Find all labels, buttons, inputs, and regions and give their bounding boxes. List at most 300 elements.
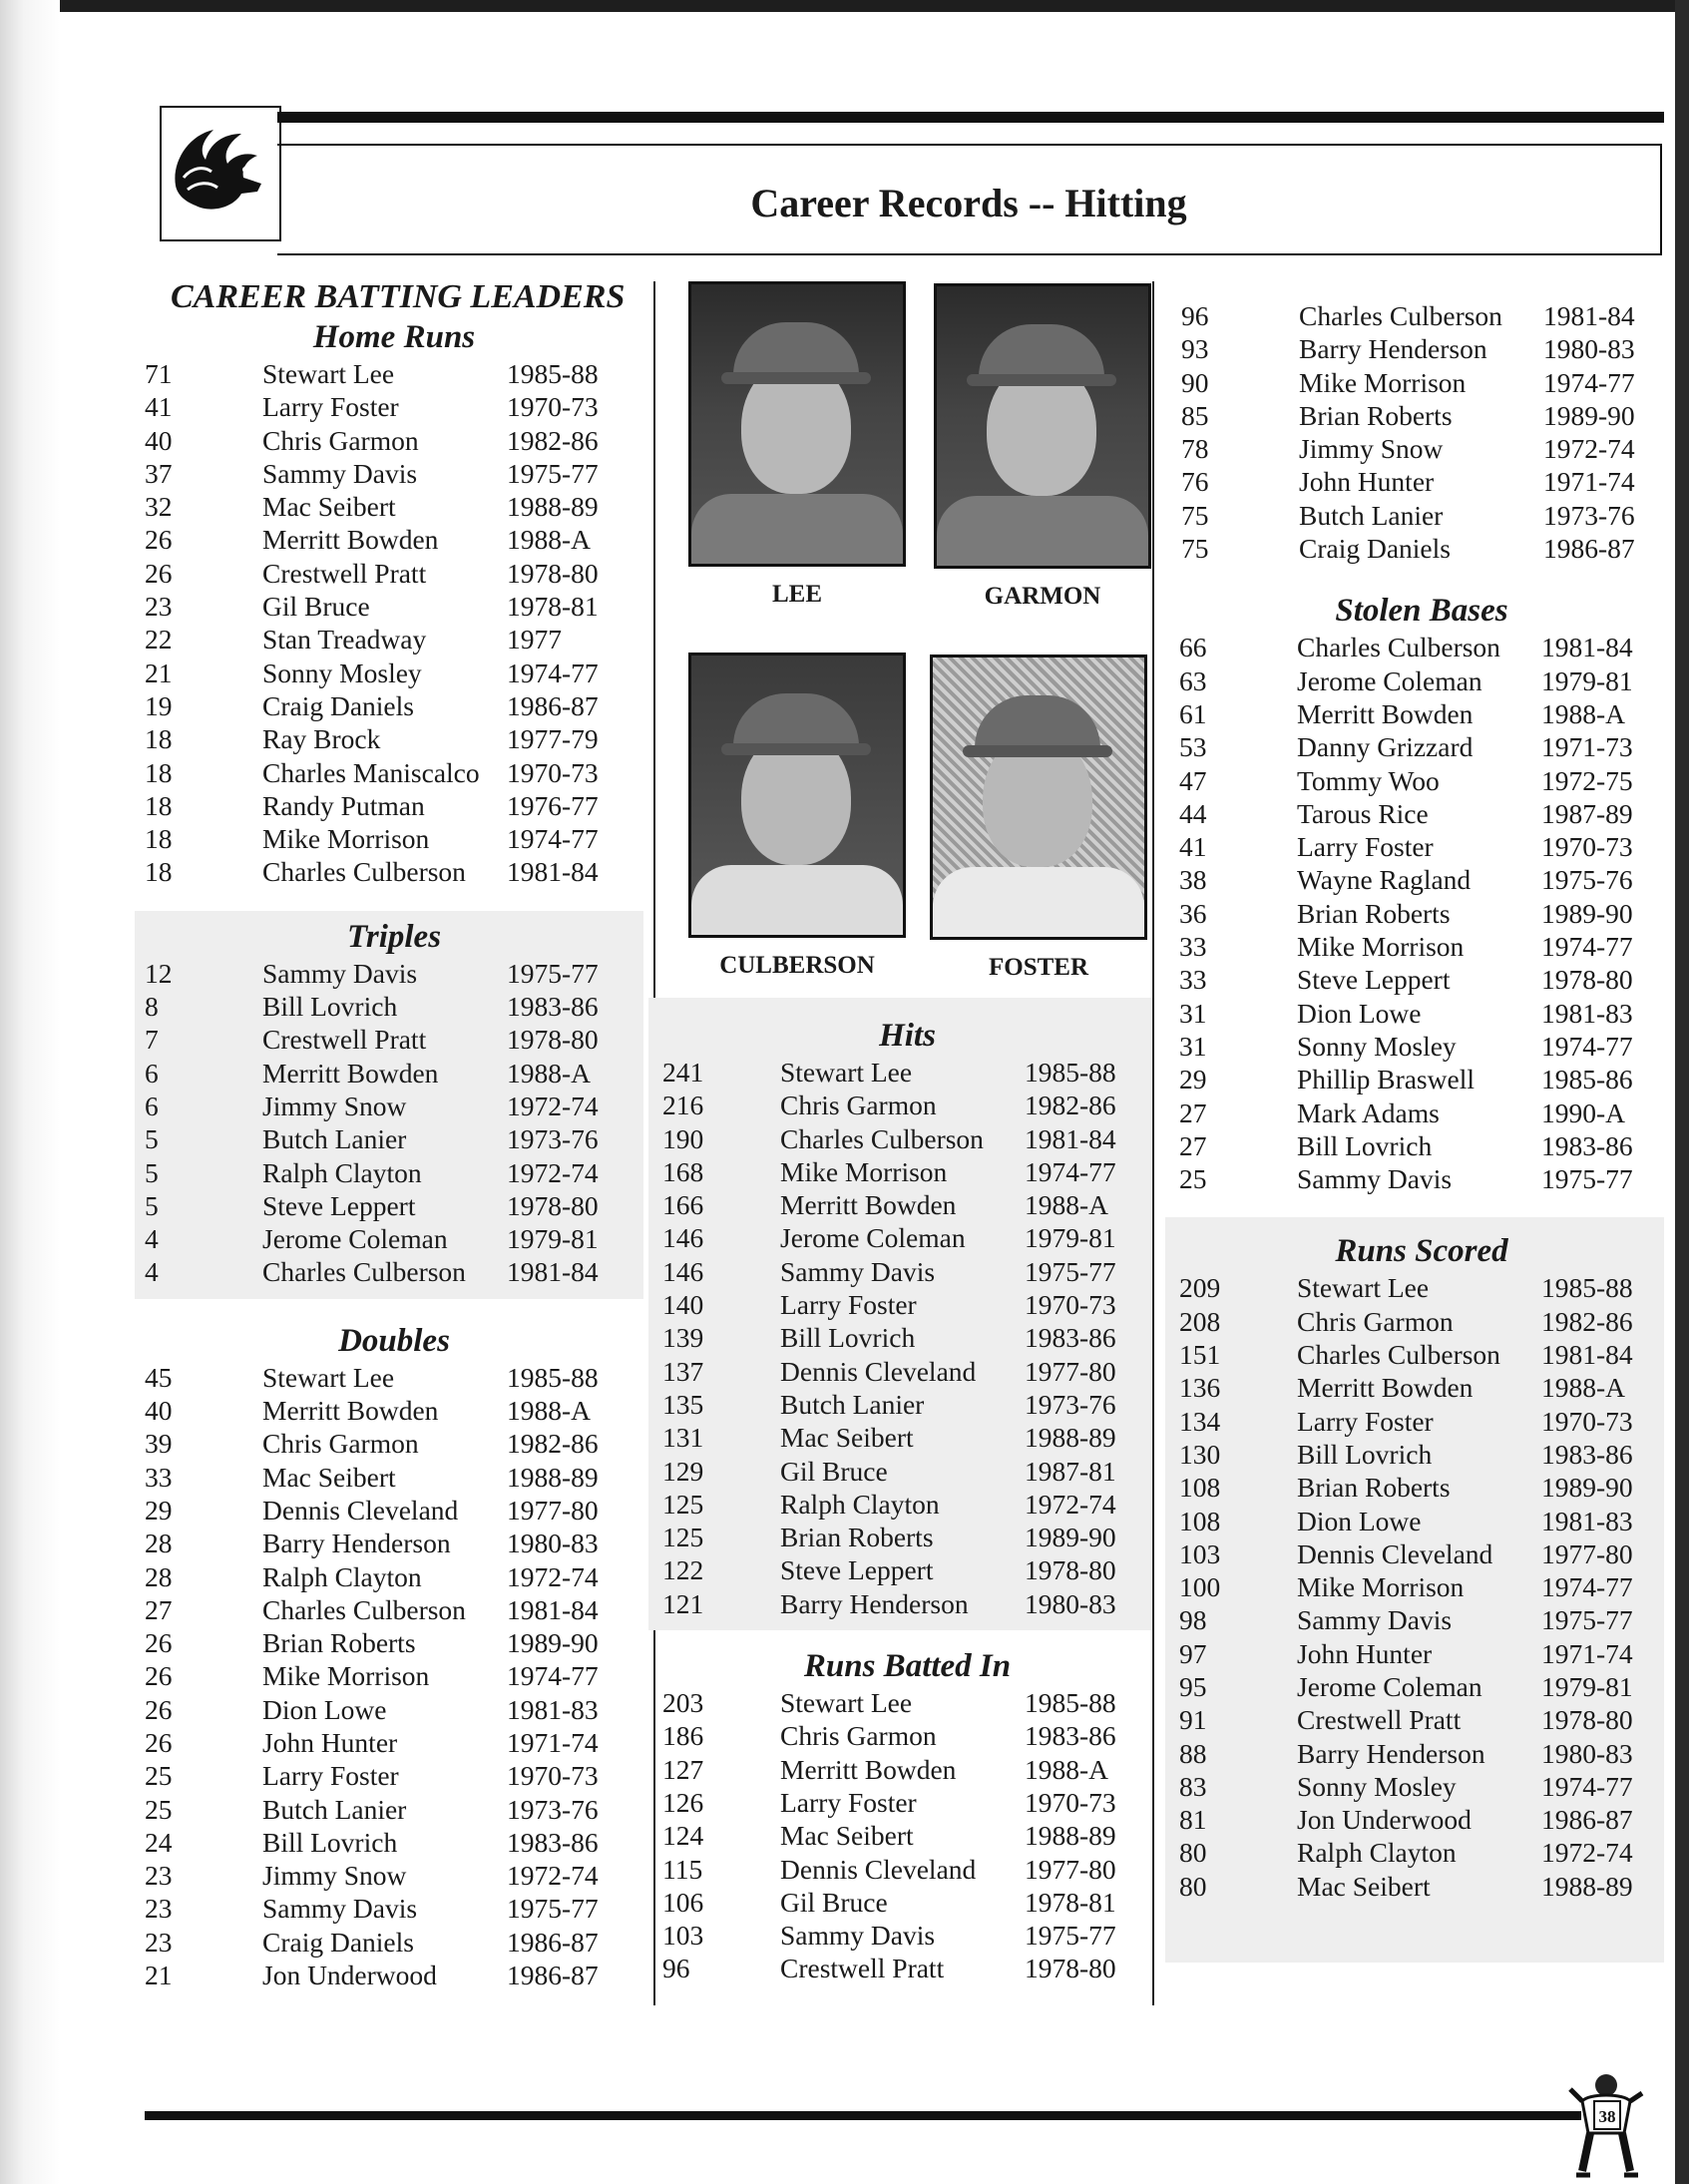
years-span: 1972-74 <box>1541 1837 1633 1869</box>
doubles-title: Doubles <box>338 1322 450 1359</box>
stat-value: 7 <box>145 1024 159 1056</box>
years-span: 1974-77 <box>1541 1030 1633 1062</box>
player-name: Steve Leppert <box>1297 964 1451 996</box>
doubles-list <box>145 1361 643 1992</box>
stat-value: 151 <box>1179 1339 1221 1371</box>
stat-value: 31 <box>1179 1030 1207 1062</box>
stat-value: 190 <box>662 1122 704 1154</box>
years-span: 1988-89 <box>507 1461 599 1493</box>
years-span: 1971-73 <box>1541 731 1633 763</box>
stat-value: 21 <box>145 1960 173 1991</box>
player-name: Charles Culberson <box>1297 1339 1500 1371</box>
stat-value: 126 <box>662 1786 704 1818</box>
list-item <box>1179 1603 1664 1636</box>
years-span: 1986-87 <box>507 1960 599 1991</box>
list-item <box>662 1952 1152 1984</box>
rbi-continued-section <box>1165 299 1664 565</box>
runs-scored-title: Runs Scored <box>1335 1233 1508 1270</box>
list-item <box>1179 1870 1664 1903</box>
list-item <box>145 1189 643 1222</box>
list-item <box>662 1188 1152 1221</box>
player-name: Jimmy Snow <box>262 1090 407 1121</box>
list-item <box>1179 1803 1664 1836</box>
doubles-section <box>145 1321 643 1992</box>
player-name: Sonny Mosley <box>262 656 422 688</box>
player-name: Bill Lovrich <box>780 1322 916 1354</box>
stat-value: 96 <box>1181 300 1209 331</box>
gamecock-logo-icon <box>162 108 279 239</box>
player-name: Dennis Cleveland <box>262 1494 459 1526</box>
list-item <box>1179 1371 1664 1404</box>
list-item <box>1179 1030 1664 1063</box>
column-left <box>145 277 643 2007</box>
stat-value: 5 <box>145 1156 159 1188</box>
list-item <box>145 689 643 722</box>
player-name: Phillip Braswell <box>1297 1064 1475 1095</box>
player-name: Steve Leppert <box>262 1189 416 1221</box>
years-span: 1986-87 <box>1543 533 1635 565</box>
years-span: 1978-81 <box>1025 1886 1116 1918</box>
years-span: 1990-A <box>1541 1096 1626 1128</box>
stat-value: 98 <box>1179 1604 1207 1636</box>
years-span: 1974-77 <box>1541 931 1633 963</box>
player-name: Mike Morrison <box>262 823 430 855</box>
stat-value: 166 <box>662 1189 704 1221</box>
player-name: Mac Seibert <box>262 491 396 523</box>
list-item <box>145 424 643 457</box>
player-name: Mac Seibert <box>780 1422 914 1454</box>
player-name: Sonny Mosley <box>1297 1030 1457 1062</box>
player-name: Tarous Rice <box>1297 797 1429 829</box>
stat-value: 18 <box>145 856 173 888</box>
player-name: Bill Lovrich <box>1297 1438 1433 1470</box>
logo-box <box>160 106 281 241</box>
player-name: Crestwell Pratt <box>1297 1704 1462 1736</box>
years-span: 1972-75 <box>1541 764 1633 796</box>
list-item <box>662 1221 1152 1254</box>
years-span: 1977 <box>507 624 562 655</box>
list-item <box>1179 1637 1664 1670</box>
list-item <box>1179 730 1664 763</box>
list-item <box>145 1926 643 1959</box>
years-span: 1982-86 <box>1025 1090 1116 1121</box>
page-header <box>160 106 1666 253</box>
list-item <box>1181 465 1664 498</box>
player-name: Crestwell Pratt <box>262 557 427 589</box>
list-item <box>1179 1670 1664 1703</box>
list-item <box>1179 1537 1664 1570</box>
stat-value: 33 <box>1179 931 1207 963</box>
list-item <box>145 1693 643 1726</box>
list-item <box>1181 366 1664 399</box>
years-span: 1985-88 <box>507 358 599 389</box>
list-item <box>1179 997 1664 1030</box>
player-name: Ralph Clayton <box>262 1156 422 1188</box>
stolen-bases-section <box>1165 591 1664 1195</box>
stat-value: 134 <box>1179 1405 1221 1437</box>
player-name: Craig Daniels <box>1299 533 1451 565</box>
years-span: 1972-74 <box>1543 433 1635 465</box>
stat-value: 75 <box>1181 533 1209 565</box>
stat-value: 130 <box>1179 1438 1221 1470</box>
years-span: 1978-81 <box>507 591 599 623</box>
years-span: 1982-86 <box>1541 1305 1633 1337</box>
years-span: 1975-77 <box>1541 1163 1633 1195</box>
stat-value: 36 <box>1179 897 1207 929</box>
player-name: Mike Morrison <box>262 1660 430 1692</box>
stat-value: 121 <box>662 1587 704 1619</box>
stat-value: 127 <box>662 1753 704 1785</box>
player-name: Jerome Coleman <box>1297 664 1482 696</box>
years-span: 1973-76 <box>1543 499 1635 531</box>
stat-value: 6 <box>145 1057 159 1089</box>
player-name: Butch Lanier <box>262 1123 407 1155</box>
player-name: Charles Culberson <box>262 1593 466 1625</box>
triples-list <box>145 957 643 1289</box>
player-name: Larry Foster <box>780 1289 917 1321</box>
player-name: Larry Foster <box>262 1760 399 1792</box>
baseball-player-mascot-icon <box>1568 2071 1644 2181</box>
years-span: 1977-80 <box>1541 1537 1633 1569</box>
years-span: 1981-84 <box>1025 1122 1116 1154</box>
stat-value: 18 <box>145 756 173 788</box>
list-item <box>145 1560 643 1593</box>
stat-value: 29 <box>145 1494 173 1526</box>
player-name: Brian Roberts <box>1299 399 1453 431</box>
stat-value: 139 <box>662 1322 704 1354</box>
player-name: Merritt Bowden <box>262 1057 439 1089</box>
list-item <box>1179 697 1664 730</box>
player-name: Mac Seibert <box>780 1820 914 1852</box>
stolen-bases-title: Stolen Bases <box>1335 593 1508 630</box>
player-photo <box>930 655 1147 940</box>
stat-value: 25 <box>1179 1163 1207 1195</box>
stolen-bases-list <box>1179 631 1664 1195</box>
player-name: Stewart Lee <box>780 1687 913 1719</box>
years-span: 1980-83 <box>1025 1587 1116 1619</box>
runs-scored-section <box>1165 1217 1664 1963</box>
list-item <box>145 656 643 689</box>
stat-value: 24 <box>145 1826 173 1858</box>
years-span: 1988-89 <box>507 491 599 523</box>
player-name: Mark Adams <box>1297 1096 1440 1128</box>
player-name: Stewart Lee <box>780 1057 913 1088</box>
stat-value: 18 <box>145 789 173 821</box>
list-item <box>662 1355 1152 1388</box>
stat-value: 53 <box>1179 731 1207 763</box>
stat-value: 81 <box>1179 1804 1207 1836</box>
rbi-list <box>662 1686 1152 1985</box>
stat-value: 103 <box>662 1920 704 1952</box>
list-item <box>145 1793 643 1826</box>
years-span: 1971-74 <box>1543 466 1635 498</box>
hits-list <box>662 1056 1152 1620</box>
list-item <box>145 557 643 590</box>
years-span: 1972-74 <box>1025 1488 1116 1520</box>
stat-value: 28 <box>145 1528 173 1559</box>
stat-value: 66 <box>1179 632 1207 663</box>
player-name: Chris Garmon <box>780 1720 937 1752</box>
stat-value: 76 <box>1181 466 1209 498</box>
list-item <box>145 623 643 655</box>
stat-value: 31 <box>1179 997 1207 1029</box>
player-name: Craig Daniels <box>262 689 414 721</box>
years-span: 1972-74 <box>507 1860 599 1892</box>
list-item <box>1179 1438 1664 1471</box>
list-item <box>145 457 643 490</box>
stat-value: 39 <box>145 1428 173 1460</box>
stat-value: 100 <box>1179 1571 1221 1603</box>
years-span: 1983-86 <box>507 991 599 1023</box>
stat-value: 140 <box>662 1289 704 1321</box>
list-item <box>662 1587 1152 1620</box>
stat-value: 136 <box>1179 1372 1221 1404</box>
years-span: 1985-88 <box>1541 1272 1633 1304</box>
years-span: 1983-86 <box>1541 1129 1633 1161</box>
player-name: Stan Treadway <box>262 624 427 655</box>
list-item <box>1179 1096 1664 1129</box>
list-item <box>1179 863 1664 896</box>
list-item <box>662 1288 1152 1321</box>
player-name: Dion Lowe <box>1297 997 1422 1029</box>
player-name: Charles Maniscalco <box>262 756 480 788</box>
years-span: 1981-84 <box>1541 632 1633 663</box>
player-name: Gil Bruce <box>780 1886 888 1918</box>
years-span: 1988-A <box>507 1057 592 1089</box>
years-span: 1988-89 <box>1025 1820 1116 1852</box>
stat-value: 26 <box>145 1627 173 1659</box>
years-span: 1972-74 <box>507 1156 599 1188</box>
stat-value: 29 <box>1179 1064 1207 1095</box>
player-name: Barry Henderson <box>1299 333 1487 365</box>
list-item <box>145 390 643 423</box>
years-span: 1970-73 <box>1541 1405 1633 1437</box>
home-runs-section <box>145 317 643 889</box>
player-name: Dennis Cleveland <box>780 1853 977 1885</box>
list-item <box>145 1222 643 1255</box>
years-span: 1974-77 <box>1543 366 1635 398</box>
stat-value: 28 <box>145 1560 173 1592</box>
triples-title: Triples <box>346 918 442 955</box>
player-name: Bill Lovrich <box>262 991 398 1023</box>
home-runs-title: Home Runs <box>312 319 476 355</box>
stat-value: 124 <box>662 1820 704 1852</box>
stat-value: 80 <box>1179 1837 1207 1869</box>
stat-value: 5 <box>145 1189 159 1221</box>
years-span: 1977-80 <box>1025 1355 1116 1387</box>
years-span: 1973-76 <box>507 1793 599 1825</box>
stat-value: 85 <box>1181 399 1209 431</box>
stat-value: 44 <box>1179 797 1207 829</box>
list-item <box>145 523 643 556</box>
list-item <box>145 1826 643 1859</box>
years-span: 1978-80 <box>507 1024 599 1056</box>
years-span: 1975-77 <box>507 1893 599 1925</box>
player-name: Sammy Davis <box>780 1255 936 1287</box>
player-name: Larry Foster <box>1297 1405 1434 1437</box>
list-item <box>145 1892 643 1925</box>
stat-value: 23 <box>145 1926 173 1958</box>
player-name: Sonny Mosley <box>1297 1770 1457 1802</box>
years-span: 1981-84 <box>507 1593 599 1625</box>
list-item <box>662 1056 1152 1089</box>
runs-scored-list <box>1179 1271 1664 1903</box>
list-item <box>145 1361 643 1394</box>
player-name: Jerome Coleman <box>1297 1670 1482 1702</box>
years-span: 1974-77 <box>1541 1571 1633 1603</box>
stat-value: 80 <box>1179 1870 1207 1902</box>
years-span: 1970-73 <box>1541 831 1633 863</box>
years-span: 1974-77 <box>507 1660 599 1692</box>
list-item <box>145 1494 643 1527</box>
list-item <box>145 1626 643 1659</box>
photo-caption: FOSTER <box>988 954 1089 981</box>
years-span: 1985-86 <box>1541 1064 1633 1095</box>
stat-value: 63 <box>1179 664 1207 696</box>
player-name: Chris Garmon <box>262 424 419 456</box>
years-span: 1986-87 <box>507 1926 599 1958</box>
list-item <box>1179 1770 1664 1803</box>
stat-value: 26 <box>145 524 173 556</box>
stat-value: 96 <box>662 1953 690 1984</box>
list-item <box>662 1421 1152 1454</box>
player-name: Charles Culberson <box>780 1122 984 1154</box>
photo-caption: CULBERSON <box>719 952 875 979</box>
years-span: 1981-83 <box>507 1693 599 1725</box>
stat-value: 6 <box>145 1090 159 1121</box>
list-item <box>145 590 643 623</box>
list-item <box>1179 897 1664 930</box>
list-item <box>145 1122 643 1155</box>
list-item <box>662 1753 1152 1786</box>
player-name: Dion Lowe <box>1297 1505 1422 1536</box>
stat-value: 216 <box>662 1090 704 1121</box>
list-item <box>662 1388 1152 1421</box>
list-item <box>145 1427 643 1460</box>
years-span: 1978-80 <box>1025 1554 1116 1586</box>
list-item <box>145 1090 643 1122</box>
stat-value: 38 <box>1179 864 1207 896</box>
stat-value: 71 <box>145 358 173 389</box>
years-span: 1988-89 <box>1541 1870 1633 1902</box>
footer-rule <box>145 2111 1581 2120</box>
column-divider-right <box>1152 281 1154 2005</box>
list-item <box>662 1819 1152 1852</box>
stat-value: 125 <box>662 1488 704 1520</box>
player-name: Charles Culberson <box>1297 632 1500 663</box>
player-name: Mike Morrison <box>1299 366 1467 398</box>
stat-value: 203 <box>662 1687 704 1719</box>
player-name: John Hunter <box>262 1726 398 1758</box>
years-span: 1989-90 <box>1543 399 1635 431</box>
years-span: 1988-A <box>507 524 592 556</box>
list-item <box>1179 1129 1664 1162</box>
years-span: 1973-76 <box>1025 1388 1116 1420</box>
years-span: 1971-74 <box>1541 1637 1633 1669</box>
years-span: 1978-80 <box>507 557 599 589</box>
list-item <box>662 1455 1152 1488</box>
years-span: 1981-83 <box>1541 1505 1633 1536</box>
stat-value: 33 <box>1179 964 1207 996</box>
list-item <box>145 855 643 888</box>
list-item <box>145 1959 643 1991</box>
player-name: Chris Garmon <box>1297 1305 1454 1337</box>
stat-value: 33 <box>145 1461 173 1493</box>
years-span: 1979-81 <box>507 1223 599 1255</box>
years-span: 1975-76 <box>1541 864 1633 896</box>
stat-value: 208 <box>1179 1305 1221 1337</box>
stat-value: 26 <box>145 557 173 589</box>
player-name: Sammy Davis <box>262 457 418 489</box>
list-item <box>1179 930 1664 963</box>
years-span: 1983-86 <box>1025 1322 1116 1354</box>
list-item <box>1181 299 1664 332</box>
list-item <box>1179 1703 1664 1736</box>
player-name: Gil Bruce <box>780 1455 888 1487</box>
player-name: Larry Foster <box>780 1786 917 1818</box>
list-item <box>662 1886 1152 1919</box>
player-name: Danny Grizzard <box>1297 731 1474 763</box>
scan-right-edge <box>1675 0 1689 2184</box>
player-photo <box>934 283 1151 569</box>
stat-value: 83 <box>1179 1770 1207 1802</box>
stat-value: 106 <box>662 1886 704 1918</box>
list-item <box>1179 963 1664 996</box>
years-span: 1977-79 <box>507 723 599 755</box>
list-item <box>1179 631 1664 663</box>
stat-value: 209 <box>1179 1272 1221 1304</box>
stat-value: 27 <box>1179 1129 1207 1161</box>
list-item <box>662 1321 1152 1354</box>
years-span: 1970-73 <box>1025 1786 1116 1818</box>
years-span: 1970-73 <box>507 1760 599 1792</box>
list-item <box>1179 1162 1664 1195</box>
years-span: 1985-88 <box>507 1361 599 1393</box>
hits-section <box>648 998 1152 1630</box>
stat-value: 4 <box>145 1223 159 1255</box>
stat-value: 47 <box>1179 764 1207 796</box>
list-item <box>1179 764 1664 797</box>
years-span: 1980-83 <box>1543 333 1635 365</box>
list-item <box>145 1759 643 1792</box>
stat-value: 40 <box>145 424 173 456</box>
player-name: Chris Garmon <box>262 1428 419 1460</box>
stat-value: 25 <box>145 1793 173 1825</box>
years-span: 1985-88 <box>1025 1057 1116 1088</box>
list-item <box>1181 332 1664 365</box>
stat-value: 146 <box>662 1222 704 1254</box>
stat-value: 26 <box>145 1660 173 1692</box>
years-span: 1986-87 <box>1541 1804 1633 1836</box>
player-name: Mac Seibert <box>262 1461 396 1493</box>
stat-value: 23 <box>145 1860 173 1892</box>
stat-value: 26 <box>145 1726 173 1758</box>
list-item <box>1179 1505 1664 1537</box>
player-name: Ralph Clayton <box>780 1488 940 1520</box>
player-name: Wayne Ragland <box>1297 864 1472 896</box>
stat-value: 78 <box>1181 433 1209 465</box>
player-name: Dion Lowe <box>262 1693 387 1725</box>
title-box <box>277 144 1662 255</box>
page-title: Career Records -- Hitting <box>750 181 1187 225</box>
years-span: 1974-77 <box>507 656 599 688</box>
list-item <box>145 1394 643 1427</box>
list-item <box>145 490 643 523</box>
player-name: Merritt Bowden <box>262 524 439 556</box>
years-span: 1979-81 <box>1541 664 1633 696</box>
stat-value: 103 <box>1179 1537 1221 1569</box>
page-number: 38 <box>1598 2107 1616 2126</box>
